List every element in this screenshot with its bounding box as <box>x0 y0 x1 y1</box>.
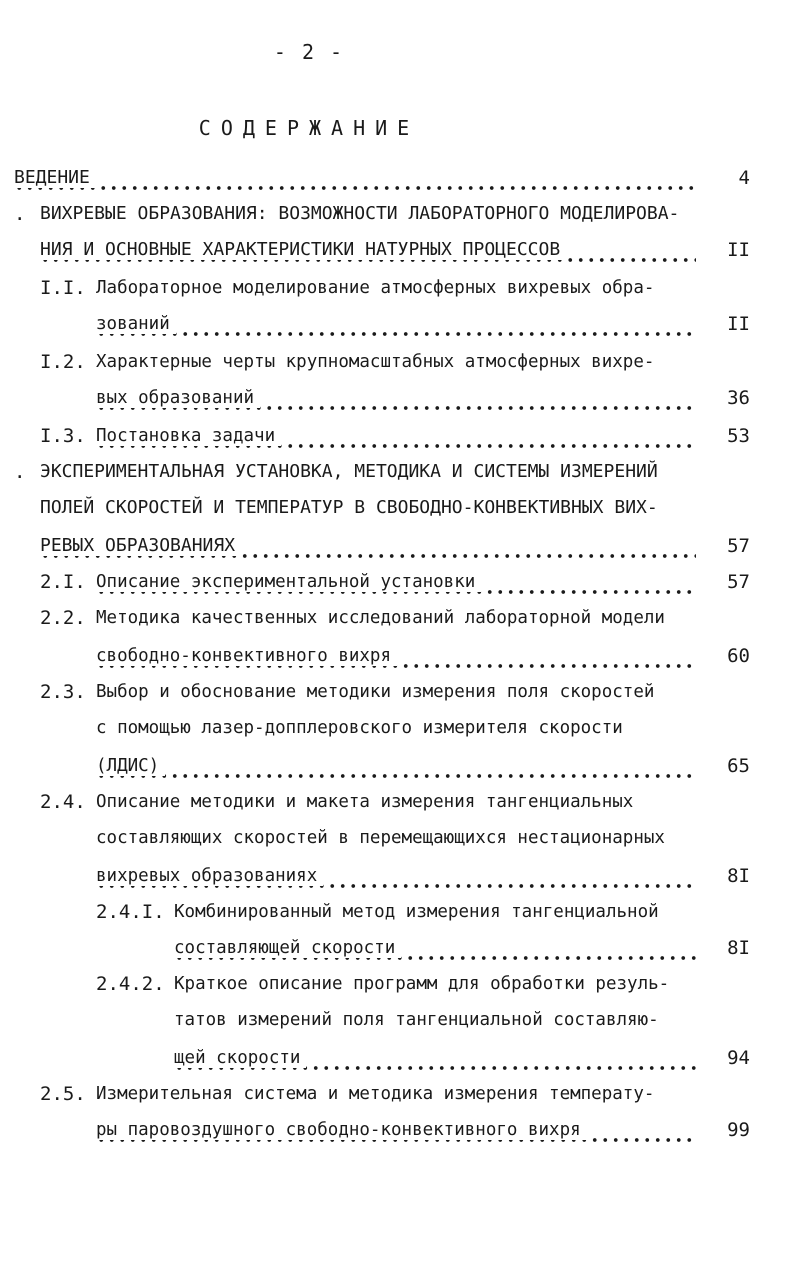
toc-entry-ch2-line3[interactable]: РЕВЫХ ОБРАЗОВАНИЯХ <box>40 528 696 564</box>
page-number: - 2 - <box>273 40 345 64</box>
toc-page-1-2: 36 <box>727 387 750 409</box>
toc-num-2-5: 2.5. <box>40 1083 86 1105</box>
toc-num-1-2: I.2. <box>40 351 86 373</box>
toc-entry-2-4-2-line3[interactable]: щей скорости <box>174 1040 696 1076</box>
toc-entry-2-4-2-line2[interactable]: татов измерений поля тангенциальной составляю- <box>174 1010 659 1030</box>
toc-entry-2-4-2-line1[interactable]: Краткое описание программ для обработки резуль- <box>174 974 670 994</box>
toc-page-2-3: 65 <box>727 755 750 777</box>
toc-num-2-4: 2.4. <box>40 791 86 813</box>
toc-entry-2-2-line1[interactable]: Методика качественных исследований лабораторной модели <box>96 608 665 628</box>
toc-entry-2-4-line3[interactable]: вихревых образованиях <box>96 858 696 894</box>
toc-entry-2-1[interactable]: Описание экспериментальной установки <box>96 564 696 600</box>
toc-num-2-4-2: 2.4.2. <box>96 973 165 995</box>
toc-entry-1-2-line2[interactable]: вых образований <box>96 380 696 416</box>
toc-page-intro: 4 <box>738 167 750 189</box>
toc-entry-ch1-line1[interactable]: ВИХРЕВЫЕ ОБРАЗОВАНИЯ: ВОЗМОЖНОСТИ ЛАБОРАТОРНОГО МОДЕЛИРОВА- <box>40 203 680 224</box>
toc-entry-ch1-line2[interactable]: НИЯ И ОСНОВНЫЕ ХАРАКТЕРИСТИКИ НАТУРНЫХ ПРОЦЕССОВ <box>40 232 696 268</box>
toc-entry-2-4-line1[interactable]: Описание методики и макета измерения тангенциальных <box>96 792 634 812</box>
toc-num-1-3: I.3. <box>40 425 86 447</box>
toc-num-2-4-1: 2.4.I. <box>96 901 165 923</box>
toc-page-1-1: II <box>727 313 750 335</box>
toc-page-2-5: 99 <box>727 1119 750 1141</box>
toc-num-2-2: 2.2. <box>40 607 86 629</box>
toc-page-2-4: 8I <box>727 865 750 887</box>
toc-page-2-1: 57 <box>727 571 750 593</box>
page-title: СОДЕРЖАНИЕ <box>198 116 420 140</box>
toc-entry-2-3-line3[interactable]: (ЛДИС) <box>96 748 696 784</box>
toc-entry-2-5-line2[interactable]: ры паровоздушного свободно-конвективного вихря <box>96 1112 696 1148</box>
toc-num-1-1: I.I. <box>40 277 86 299</box>
toc-page-ch2: 57 <box>727 535 750 557</box>
toc-entry-1-2-line1[interactable]: Характерные черты крупномасштабных атмосферных вихре- <box>96 352 655 372</box>
toc-page-2-4-2: 94 <box>727 1047 750 1069</box>
toc-entry-2-4-1-line1[interactable]: Комбинированный метод измерения тангенциальной <box>174 902 659 922</box>
toc-page-1-3: 53 <box>727 425 750 447</box>
toc-entry-intro[interactable]: ВЕДЕНИЕ <box>14 160 696 196</box>
toc-entry-2-2-line2[interactable]: свободно-конвективного вихря <box>96 638 696 674</box>
toc-num-2-1: 2.I. <box>40 571 86 593</box>
toc-entry-2-5-line1[interactable]: Измерительная система и методика измерения температу- <box>96 1084 655 1104</box>
toc-entry-2-4-line2[interactable]: составляющих скоростей в перемещающихся нестационарных <box>96 828 665 848</box>
toc-entry-2-4-1-line2[interactable]: составляющей скорости <box>174 930 696 966</box>
toc-bullet-ch2: . <box>14 461 26 483</box>
toc-page-2-2: 60 <box>727 645 750 667</box>
toc-entry-ch2-line1[interactable]: ЭКСПЕРИМЕНТАЛЬНАЯ УСТАНОВКА, МЕТОДИКА И СИСТЕМЫ ИЗМЕРЕНИЙ <box>40 461 658 482</box>
toc-num-2-3: 2.3. <box>40 681 86 703</box>
toc-page-2-4-1: 8I <box>727 937 750 959</box>
toc-entry-2-3-line2[interactable]: с помощью лазер-допплеровского измерителя скорости <box>96 718 623 738</box>
toc-entry-1-1-line1[interactable]: Лабораторное моделирование атмосферных вихревых обра- <box>96 278 655 298</box>
toc-entry-1-1-line2[interactable]: зований <box>96 306 696 342</box>
toc-entry-2-3-line1[interactable]: Выбор и обоснование методики измерения поля скоростей <box>96 682 655 702</box>
toc-entry-1-3[interactable]: Постановка задачи <box>96 418 696 454</box>
toc-entry-ch2-line2[interactable]: ПОЛЕЙ СКОРОСТЕЙ И ТЕМПЕРАТУР В СВОБОДНО-КОНВЕКТИВНЫХ ВИХ- <box>40 497 658 518</box>
toc-page-ch1: II <box>727 239 750 261</box>
toc-bullet-ch1: . <box>14 203 26 225</box>
